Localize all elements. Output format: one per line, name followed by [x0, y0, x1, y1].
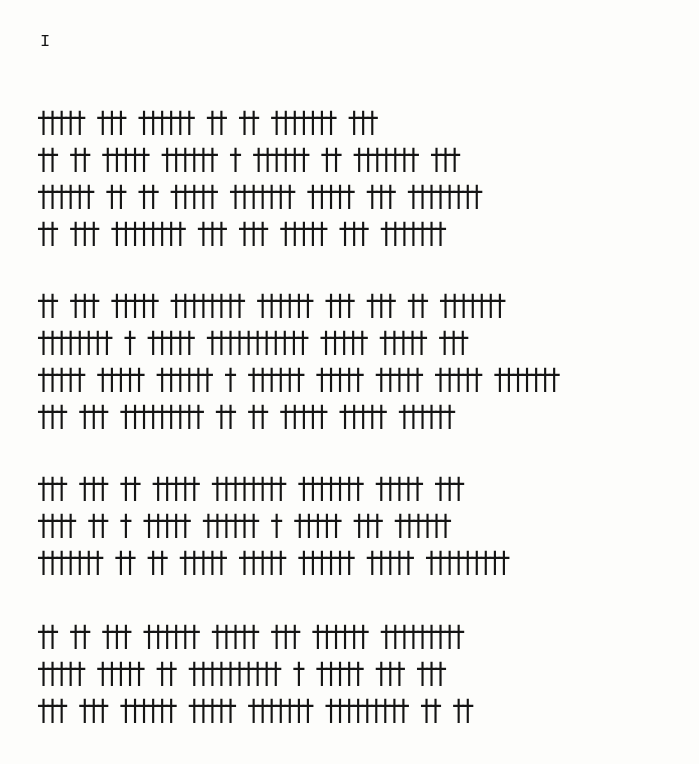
stanza-3 — [36, 466, 505, 577]
verse-line: †††††† †† †† ††††† ††††††† ††††† ††† †††††††† — [36, 178, 479, 213]
stanza-2 — [36, 283, 556, 431]
verse-line: ††††††† †† †† ††††† ††††† †††††† ††††† ††††††††† — [36, 544, 506, 579]
section-numeral: I — [40, 33, 51, 52]
verse-line: †† †† ††† †††††† ††††† ††† †††††† ††††††††† — [36, 618, 461, 653]
verse-line: †††††††† † ††††† ††††††††††† ††††† ††††† ††† — [36, 324, 465, 359]
verse-line: †† ††† †††††††† ††† ††† ††††† ††† ††††††† — [36, 215, 443, 250]
verse-line: ††††† ††††† †† †††††††††† † ††††† ††† ††† — [36, 655, 443, 690]
verse-line: ††† ††† †††††† ††††† ††††††† ††††††††† †† †† — [36, 692, 470, 727]
verse-line: †† †† ††††† †††††† † †††††† †† ††††††† ††† — [36, 141, 457, 176]
stanza-4 — [36, 614, 469, 725]
verse-line: ††† ††† †† ††††† †††††††† ††††††† ††††† ††† — [36, 470, 461, 505]
verse-line: ††††† ††††† †††††† † †††††† ††††† ††††† ††††† ††††††† — [36, 361, 556, 396]
verse-line: †††† †† † ††††† †††††† † ††††† ††† †††††† — [36, 507, 448, 542]
verse-line: ††††† ††† †††††† †† †† ††††††† ††† — [36, 104, 374, 139]
stanza-1 — [36, 100, 478, 248]
verse-line: ††† ††† ††††††††† †† †† ††††† ††††† †††††† — [36, 398, 452, 433]
verse-line: †† ††† ††††† †††††††† †††††† ††† ††† †† ††††††† — [36, 287, 502, 322]
